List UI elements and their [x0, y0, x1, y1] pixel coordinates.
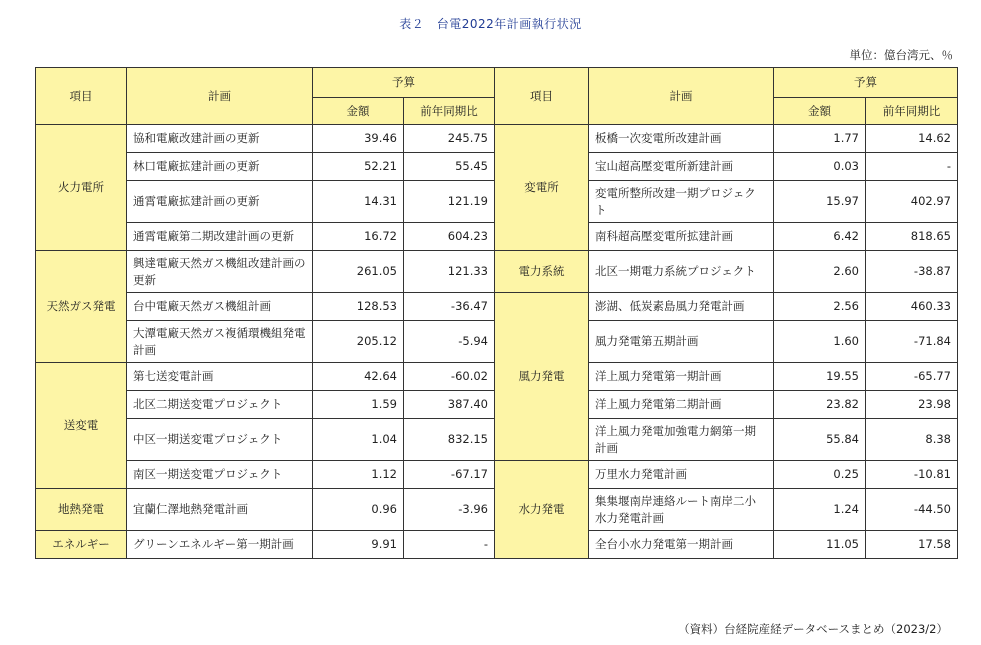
- plan-cell: 台中電廠天然ガス機組計画: [127, 293, 313, 321]
- plan-cell: 通霄電廠拡建計画の更新: [127, 181, 313, 223]
- plan-cell: 通霄電廠第二期改建計画の更新: [127, 223, 313, 251]
- plan-cell: 宜蘭仁澤地熱発電計画: [127, 489, 313, 531]
- yoy-cell: 121.33: [404, 251, 495, 293]
- yoy-cell: -10.81: [866, 461, 958, 489]
- amount-cell: 11.05: [774, 531, 866, 559]
- plan-cell: 全台小水力発電第一期計画: [589, 531, 774, 559]
- yoy-cell: 8.38: [866, 419, 958, 461]
- plan-cell: 風力発電第五期計画: [589, 321, 774, 363]
- header-plan-left: 計画: [127, 68, 313, 125]
- amount-cell: 2.56: [774, 293, 866, 321]
- plan-cell: 澎湖、低炭素島風力発電計画: [589, 293, 774, 321]
- plan-cell: 協和電廠改建計画の更新: [127, 125, 313, 153]
- header-amount-right: 金額: [774, 98, 866, 125]
- header-budget-left: 予算: [313, 68, 495, 98]
- yoy-cell: -: [404, 531, 495, 559]
- table-row: [36, 293, 958, 321]
- plan-execution-table: [35, 67, 958, 559]
- category-cell: 天然ガス発電: [36, 251, 127, 363]
- yoy-cell: 17.58: [866, 531, 958, 559]
- yoy-cell: 818.65: [866, 223, 958, 251]
- yoy-cell: -36.47: [404, 293, 495, 321]
- category-cell: エネルギー: [36, 531, 127, 559]
- amount-cell: 1.77: [774, 125, 866, 153]
- table-title: 表２ 台電2022年計画執行状況: [399, 17, 582, 31]
- plan-cell: 洋上風力発電第二期計画: [589, 391, 774, 419]
- yoy-cell: -60.02: [404, 363, 495, 391]
- amount-cell: 0.96: [313, 489, 404, 531]
- amount-cell: 1.59: [313, 391, 404, 419]
- table-row: [36, 461, 958, 489]
- yoy-cell: -71.84: [866, 321, 958, 363]
- yoy-cell: -67.17: [404, 461, 495, 489]
- yoy-cell: 604.23: [404, 223, 495, 251]
- plan-cell: 中区一期送変電プロジェクト: [127, 419, 313, 461]
- category-cell: 水力発電: [495, 461, 589, 559]
- amount-cell: 261.05: [313, 251, 404, 293]
- plan-cell: 洋上風力発電第一期計画: [589, 363, 774, 391]
- header-item-right: 項目: [495, 68, 589, 125]
- yoy-cell: 832.15: [404, 419, 495, 461]
- amount-cell: 0.25: [774, 461, 866, 489]
- category-cell: 地熱発電: [36, 489, 127, 531]
- amount-cell: 1.04: [313, 419, 404, 461]
- amount-cell: 52.21: [313, 153, 404, 181]
- amount-cell: 205.12: [313, 321, 404, 363]
- plan-cell: 集集堰南岸連絡ルート南岸二小水力発電計画: [589, 489, 774, 531]
- amount-cell: 6.42: [774, 223, 866, 251]
- amount-cell: 14.31: [313, 181, 404, 223]
- yoy-cell: 402.97: [866, 181, 958, 223]
- yoy-cell: -: [866, 153, 958, 181]
- category-cell: 風力発電: [495, 293, 589, 461]
- yoy-cell: -44.50: [866, 489, 958, 531]
- category-cell: 電力系統: [495, 251, 589, 293]
- plan-cell: 興達電廠天然ガス機組改建計画の更新: [127, 251, 313, 293]
- unit-note: 単位：億台湾元、％: [849, 48, 953, 62]
- plan-cell: 北区二期送変電プロジェクト: [127, 391, 313, 419]
- yoy-cell: -65.77: [866, 363, 958, 391]
- header-budget-right: 予算: [774, 68, 958, 98]
- yoy-cell: 387.40: [404, 391, 495, 419]
- amount-cell: 55.84: [774, 419, 866, 461]
- yoy-cell: 121.19: [404, 181, 495, 223]
- plan-cell: 洋上風力発電加強電力網第一期計画: [589, 419, 774, 461]
- yoy-cell: 55.45: [404, 153, 495, 181]
- amount-cell: 1.60: [774, 321, 866, 363]
- header-item-left: 項目: [36, 68, 127, 125]
- plan-cell: 北区一期電力系統プロジェクト: [589, 251, 774, 293]
- plan-cell: 宝山超高壓変電所新建計画: [589, 153, 774, 181]
- amount-cell: 19.55: [774, 363, 866, 391]
- category-cell: 火力電所: [36, 125, 127, 251]
- amount-cell: 42.64: [313, 363, 404, 391]
- amount-cell: 39.46: [313, 125, 404, 153]
- amount-cell: 9.91: [313, 531, 404, 559]
- yoy-cell: 23.98: [866, 391, 958, 419]
- category-cell: 変電所: [495, 125, 589, 251]
- plan-cell: 大潭電廠天然ガス複循環機組発電計画: [127, 321, 313, 363]
- header-amount-left: 金額: [313, 98, 404, 125]
- header-yoy-left: 前年同期比: [404, 98, 495, 125]
- plan-cell: 板橋一次変電所改建計画: [589, 125, 774, 153]
- header-yoy-right: 前年同期比: [866, 98, 958, 125]
- amount-cell: 15.97: [774, 181, 866, 223]
- plan-cell: 変電所整所改建一期プロジェクト: [589, 181, 774, 223]
- plan-cell: グリーンエネルギー第一期計画: [127, 531, 313, 559]
- table-row: [36, 125, 958, 153]
- plan-cell: 第七送変電計画: [127, 363, 313, 391]
- yoy-cell: -5.94: [404, 321, 495, 363]
- amount-cell: 128.53: [313, 293, 404, 321]
- amount-cell: 16.72: [313, 223, 404, 251]
- yoy-cell: 14.62: [866, 125, 958, 153]
- yoy-cell: 245.75: [404, 125, 495, 153]
- amount-cell: 0.03: [774, 153, 866, 181]
- plan-cell: 林口電廠拡建計画の更新: [127, 153, 313, 181]
- amount-cell: 2.60: [774, 251, 866, 293]
- header-plan-right: 計画: [589, 68, 774, 125]
- plan-cell: 南科超高壓変電所拡建計画: [589, 223, 774, 251]
- yoy-cell: -3.96: [404, 489, 495, 531]
- category-cell: 送変電: [36, 363, 127, 489]
- amount-cell: 23.82: [774, 391, 866, 419]
- source-note: （資料）台経院産経データベースまとめ（2023/2）: [678, 622, 948, 636]
- amount-cell: 1.12: [313, 461, 404, 489]
- plan-cell: 南区一期送変電プロジェクト: [127, 461, 313, 489]
- plan-cell: 万里水力発電計画: [589, 461, 774, 489]
- yoy-cell: -38.87: [866, 251, 958, 293]
- amount-cell: 1.24: [774, 489, 866, 531]
- yoy-cell: 460.33: [866, 293, 958, 321]
- table-row: [36, 251, 958, 293]
